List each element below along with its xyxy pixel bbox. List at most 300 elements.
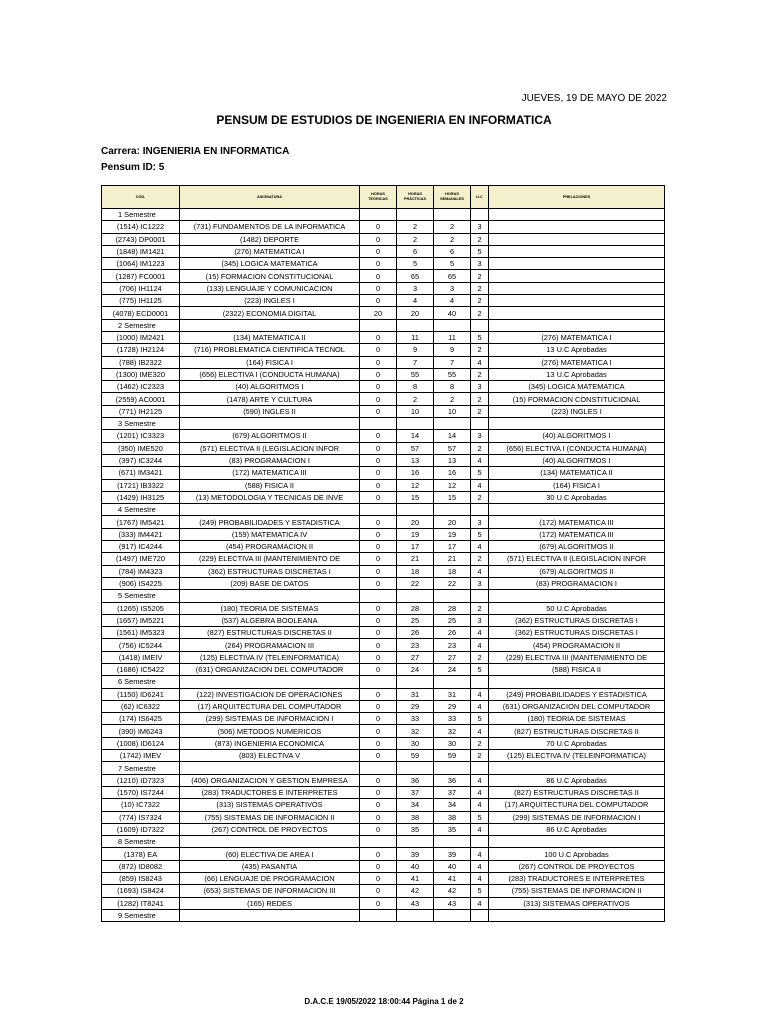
prerequisite-cell: 100 U.C Aprobadas	[489, 848, 665, 860]
subject-cell: (537) ALGEBRA BOOLEANA	[180, 614, 360, 626]
practice-hours-cell: 20	[397, 516, 434, 528]
empty-cell	[360, 590, 397, 602]
theory-hours-cell: 0	[360, 393, 397, 405]
theory-hours-cell: 0	[360, 233, 397, 245]
empty-cell	[360, 909, 397, 921]
table-row	[102, 516, 665, 528]
table-row	[102, 663, 665, 675]
subject-cell: (590) INGLES II	[180, 405, 360, 417]
code-cell: (917) IC4244	[102, 541, 180, 553]
uc-cell: 4	[471, 541, 489, 553]
practice-hours-cell: 27	[397, 651, 434, 663]
prerequisite-cell: (571) ELECTIVA II (LEGISLACION INFOR	[489, 553, 665, 565]
prerequisite-cell: (362) ESTRUCTURAS DISCRETAS I	[489, 614, 665, 626]
empty-cell	[180, 762, 360, 774]
uc-cell: 4	[471, 356, 489, 368]
code-cell: (1570) IS7244	[102, 786, 180, 798]
code-cell: (756) IC5244	[102, 639, 180, 651]
practice-hours-cell: 11	[397, 331, 434, 343]
practice-hours-cell: 40	[397, 860, 434, 872]
practice-hours-cell: 28	[397, 602, 434, 614]
table-row	[102, 725, 665, 737]
subject-cell: (13) METODOLOGIA Y TECNICAS DE INVE	[180, 491, 360, 503]
practice-hours-cell: 18	[397, 565, 434, 577]
semester-header-row	[102, 504, 665, 516]
weekly-hours-cell: 15	[434, 491, 471, 503]
semester-header-row	[102, 676, 665, 688]
table-row	[102, 627, 665, 639]
col-header-uc: U.C	[471, 186, 489, 209]
subject-cell: (133) LENGUAJE Y COMUNICACION	[180, 282, 360, 294]
table-row	[102, 700, 665, 712]
code-cell: (1728) IH2124	[102, 344, 180, 356]
uc-cell: 2	[471, 270, 489, 282]
weekly-hours-cell: 17	[434, 541, 471, 553]
weekly-hours-cell: 40	[434, 860, 471, 872]
uc-cell: 4	[471, 639, 489, 651]
theory-hours-cell: 0	[360, 885, 397, 897]
uc-cell: 4	[471, 897, 489, 909]
empty-cell	[489, 319, 665, 331]
prerequisite-cell: (83) PROGRAMACION I	[489, 577, 665, 589]
practice-hours-cell: 57	[397, 442, 434, 454]
practice-hours-cell: 12	[397, 479, 434, 491]
weekly-hours-cell: 2	[434, 221, 471, 233]
code-cell: (774) IS7324	[102, 811, 180, 823]
weekly-hours-cell: 23	[434, 639, 471, 651]
empty-cell	[471, 676, 489, 688]
empty-cell	[180, 676, 360, 688]
table-row	[102, 750, 665, 762]
theory-hours-cell: 0	[360, 467, 397, 479]
practice-hours-cell: 35	[397, 823, 434, 835]
empty-cell	[180, 209, 360, 221]
prerequisite-cell: (40) ALGORITMOS I	[489, 430, 665, 442]
theory-hours-cell: 0	[360, 873, 397, 885]
uc-cell: 4	[471, 823, 489, 835]
subject-cell: (2322) ECONOMIA DIGITAL	[180, 307, 360, 319]
semester-label: 3 Semestre	[102, 418, 180, 430]
theory-hours-cell: 0	[360, 848, 397, 860]
code-cell: (1497) IME720	[102, 553, 180, 565]
table-row	[102, 602, 665, 614]
theory-hours-cell: 0	[360, 786, 397, 798]
table-row	[102, 270, 665, 282]
practice-hours-cell: 23	[397, 639, 434, 651]
practice-hours-cell: 31	[397, 688, 434, 700]
practice-hours-cell: 30	[397, 737, 434, 749]
uc-cell: 2	[471, 307, 489, 319]
theory-hours-cell: 0	[360, 577, 397, 589]
subject-cell: (345) LOGICA MATEMATICA	[180, 258, 360, 270]
practice-hours-cell: 2	[397, 233, 434, 245]
practice-hours-cell: 34	[397, 799, 434, 811]
empty-cell	[180, 418, 360, 430]
empty-cell	[360, 209, 397, 221]
subject-cell: (653) SISTEMAS DE INFORMACION III	[180, 885, 360, 897]
subject-cell: (165) REDES	[180, 897, 360, 909]
page-footer: D.A.C.E 19/05/2022 18:00:44 Página 1 de 2	[304, 997, 464, 1006]
theory-hours-cell: 0	[360, 270, 397, 282]
theory-hours-cell: 0	[360, 221, 397, 233]
practice-hours-cell: 9	[397, 344, 434, 356]
code-cell: (706) IH1124	[102, 282, 180, 294]
weekly-hours-cell: 57	[434, 442, 471, 454]
prerequisite-cell: (827) ESTRUCTURAS DISCRETAS II	[489, 725, 665, 737]
empty-cell	[360, 762, 397, 774]
code-cell: (784) IM4323	[102, 565, 180, 577]
uc-cell: 2	[471, 602, 489, 614]
prerequisite-cell: 86 U.C Aprobadas	[489, 774, 665, 786]
code-cell: (1210) ID7323	[102, 774, 180, 786]
theory-hours-cell: 0	[360, 282, 397, 294]
table-row	[102, 221, 665, 233]
semester-label: 5 Semestre	[102, 590, 180, 602]
code-cell: (4078) ECD0001	[102, 307, 180, 319]
code-cell: (1657) IM5221	[102, 614, 180, 626]
empty-cell	[434, 504, 471, 516]
practice-hours-cell: 13	[397, 454, 434, 466]
practice-hours-cell: 33	[397, 713, 434, 725]
code-cell: (859) IS8243	[102, 873, 180, 885]
code-cell: (397) IC3244	[102, 454, 180, 466]
prerequisite-cell: (313) SISTEMAS OPERATIVOS	[489, 897, 665, 909]
weekly-hours-cell: 55	[434, 368, 471, 380]
practice-hours-cell: 19	[397, 528, 434, 540]
uc-cell: 4	[471, 774, 489, 786]
practice-hours-cell: 59	[397, 750, 434, 762]
table-row	[102, 258, 665, 270]
practice-hours-cell: 6	[397, 245, 434, 257]
empty-cell	[471, 836, 489, 848]
weekly-hours-cell: 6	[434, 245, 471, 257]
uc-cell: 4	[471, 873, 489, 885]
subject-cell: (716) PROBLEMATICA CIENTIFICA TECNOL	[180, 344, 360, 356]
col-header-code: CÓD.	[102, 186, 180, 209]
theory-hours-cell: 0	[360, 528, 397, 540]
weekly-hours-cell: 2	[434, 393, 471, 405]
practice-hours-cell: 14	[397, 430, 434, 442]
weekly-hours-cell: 65	[434, 270, 471, 282]
uc-cell: 3	[471, 381, 489, 393]
empty-cell	[397, 504, 434, 516]
theory-hours-cell: 0	[360, 430, 397, 442]
subject-cell: (406) ORGANIZACION Y GESTION EMPRESA	[180, 774, 360, 786]
uc-cell: 2	[471, 344, 489, 356]
code-cell: (771) IH2125	[102, 405, 180, 417]
subject-cell: (134) MATEMATICA II	[180, 331, 360, 343]
table-row	[102, 405, 665, 417]
theory-hours-cell: 0	[360, 331, 397, 343]
empty-cell	[471, 762, 489, 774]
empty-cell	[489, 418, 665, 430]
theory-hours-cell: 0	[360, 405, 397, 417]
table-row	[102, 368, 665, 380]
theory-hours-cell: 0	[360, 258, 397, 270]
table-row	[102, 233, 665, 245]
weekly-hours-cell: 31	[434, 688, 471, 700]
prerequisite-cell: (656) ELECTIVA I (CONDUCTA HUMANA)	[489, 442, 665, 454]
practice-hours-cell: 38	[397, 811, 434, 823]
table-row	[102, 356, 665, 368]
practice-hours-cell: 36	[397, 774, 434, 786]
uc-cell: 5	[471, 663, 489, 675]
empty-cell	[489, 836, 665, 848]
code-cell: (775) IH1125	[102, 295, 180, 307]
table-row	[102, 393, 665, 405]
weekly-hours-cell: 14	[434, 430, 471, 442]
uc-cell: 3	[471, 516, 489, 528]
prerequisite-cell: (362) ESTRUCTURAS DISCRETAS I	[489, 627, 665, 639]
uc-cell: 2	[471, 295, 489, 307]
uc-cell: 5	[471, 713, 489, 725]
theory-hours-cell: 20	[360, 307, 397, 319]
prerequisite-cell	[489, 295, 665, 307]
subject-cell: (571) ELECTIVA II (LEGISLACION INFOR	[180, 442, 360, 454]
table-row	[102, 614, 665, 626]
uc-cell: 2	[471, 368, 489, 380]
prerequisite-cell: (223) INGLES I	[489, 405, 665, 417]
prerequisite-cell: (172) MATEMATICA III	[489, 528, 665, 540]
weekly-hours-cell: 22	[434, 577, 471, 589]
code-cell: (333) IM4421	[102, 528, 180, 540]
theory-hours-cell: 0	[360, 651, 397, 663]
code-cell: (1514) IC1222	[102, 221, 180, 233]
prerequisite-cell: (679) ALGORITMOS II	[489, 541, 665, 553]
subject-cell: (755) SISTEMAS DE INFORMACION II	[180, 811, 360, 823]
empty-cell	[489, 504, 665, 516]
prerequisite-cell	[489, 221, 665, 233]
weekly-hours-cell: 30	[434, 737, 471, 749]
empty-cell	[489, 676, 665, 688]
weekly-hours-cell: 32	[434, 725, 471, 737]
table-row	[102, 295, 665, 307]
theory-hours-cell: 0	[360, 663, 397, 675]
empty-cell	[360, 676, 397, 688]
code-cell: (788) IB2322	[102, 356, 180, 368]
practice-hours-cell: 16	[397, 467, 434, 479]
subject-cell: (264) PROGRAMACION III	[180, 639, 360, 651]
table-row	[102, 454, 665, 466]
practice-hours-cell: 55	[397, 368, 434, 380]
code-cell: (1609) ID7322	[102, 823, 180, 835]
theory-hours-cell: 0	[360, 627, 397, 639]
code-cell: (1064) IM1223	[102, 258, 180, 270]
practice-hours-cell: 21	[397, 553, 434, 565]
empty-cell	[434, 319, 471, 331]
subject-cell: (17) ARQUITECTURA DEL COMPUTADOR	[180, 700, 360, 712]
table-row	[102, 491, 665, 503]
theory-hours-cell: 0	[360, 860, 397, 872]
weekly-hours-cell: 28	[434, 602, 471, 614]
empty-cell	[397, 319, 434, 331]
uc-cell: 3	[471, 614, 489, 626]
weekly-hours-cell: 9	[434, 344, 471, 356]
subject-cell: (276) MATEMATICA I	[180, 245, 360, 257]
semester-header-row	[102, 590, 665, 602]
theory-hours-cell: 0	[360, 688, 397, 700]
subject-cell: (229) ELECTIVA III (MANTENIMIENTO DE	[180, 553, 360, 565]
uc-cell: 4	[471, 799, 489, 811]
code-cell: (1686) IC5422	[102, 663, 180, 675]
weekly-hours-cell: 18	[434, 565, 471, 577]
empty-cell	[471, 418, 489, 430]
weekly-hours-cell: 42	[434, 885, 471, 897]
uc-cell: 5	[471, 331, 489, 343]
subject-cell: (362) ESTRUCTURAS DISCRETAS I	[180, 565, 360, 577]
prerequisite-cell: 13 U.C Aprobadas	[489, 368, 665, 380]
theory-hours-cell: 0	[360, 295, 397, 307]
theory-hours-cell: 0	[360, 516, 397, 528]
prerequisite-cell: (588) FISICA II	[489, 663, 665, 675]
weekly-hours-cell: 25	[434, 614, 471, 626]
code-cell: (1287) FC0001	[102, 270, 180, 282]
col-header-subject: ASIGNATURA	[180, 186, 360, 209]
code-cell: (1282) IT8241	[102, 897, 180, 909]
table-row	[102, 688, 665, 700]
semester-label: 4 Semestre	[102, 504, 180, 516]
semester-header-row	[102, 909, 665, 921]
weekly-hours-cell: 3	[434, 282, 471, 294]
theory-hours-cell: 0	[360, 442, 397, 454]
uc-cell: 4	[471, 627, 489, 639]
subject-cell: (172) MATEMATICA III	[180, 467, 360, 479]
practice-hours-cell: 32	[397, 725, 434, 737]
theory-hours-cell: 0	[360, 454, 397, 466]
practice-hours-cell: 39	[397, 848, 434, 860]
prerequisite-cell: (454) PROGRAMACION II	[489, 639, 665, 651]
subject-cell: (249) PROBABILIDADES Y ESTADISTICA	[180, 516, 360, 528]
semester-header-row	[102, 209, 665, 221]
semester-label: 8 Semestre	[102, 836, 180, 848]
subject-cell: (679) ALGORITMOS II	[180, 430, 360, 442]
uc-cell: 5	[471, 528, 489, 540]
theory-hours-cell: 0	[360, 700, 397, 712]
subject-cell: (731) FUNDAMENTOS DE LA INFORMATICA	[180, 221, 360, 233]
code-cell: (906) IS4225	[102, 577, 180, 589]
practice-hours-cell: 3	[397, 282, 434, 294]
code-cell: (1693) IS8424	[102, 885, 180, 897]
theory-hours-cell: 0	[360, 823, 397, 835]
table-row	[102, 245, 665, 257]
code-cell: (1561) IM5323	[102, 627, 180, 639]
col-header-practice-hours: HORAS PRÁCTICAS	[397, 186, 434, 209]
uc-cell: 2	[471, 553, 489, 565]
prerequisite-cell: 30 U.C Aprobadas	[489, 491, 665, 503]
empty-cell	[397, 836, 434, 848]
uc-cell: 2	[471, 233, 489, 245]
table-row	[102, 651, 665, 663]
code-cell: (1300) IME320	[102, 368, 180, 380]
prerequisite-cell: (180) TEORIA DE SISTEMAS	[489, 713, 665, 725]
empty-cell	[180, 590, 360, 602]
semester-label: 7 Semestre	[102, 762, 180, 774]
theory-hours-cell: 0	[360, 602, 397, 614]
prerequisite-cell	[489, 270, 665, 282]
subject-cell: (299) SISTEMAS DE INFORMACION I	[180, 713, 360, 725]
table-row	[102, 344, 665, 356]
uc-cell: 2	[471, 442, 489, 454]
uc-cell: 4	[471, 860, 489, 872]
weekly-hours-cell: 34	[434, 799, 471, 811]
uc-cell: 3	[471, 258, 489, 270]
empty-cell	[397, 762, 434, 774]
code-cell: (1429) IH3125	[102, 491, 180, 503]
practice-hours-cell: 41	[397, 873, 434, 885]
code-cell: (1265) IS5205	[102, 602, 180, 614]
uc-cell: 2	[471, 750, 489, 762]
table-row	[102, 553, 665, 565]
semester-header-row	[102, 836, 665, 848]
empty-cell	[360, 504, 397, 516]
prerequisite-cell	[489, 282, 665, 294]
code-cell: (1721) IB3322	[102, 479, 180, 491]
practice-hours-cell: 2	[397, 221, 434, 233]
table-row	[102, 848, 665, 860]
table-row	[102, 565, 665, 577]
code-cell: (1848) IM1421	[102, 245, 180, 257]
empty-cell	[360, 836, 397, 848]
theory-hours-cell: 0	[360, 381, 397, 393]
subject-cell: (588) FISICA II	[180, 479, 360, 491]
prerequisite-cell: (172) MATEMATICA III	[489, 516, 665, 528]
code-cell: (1000) IM2421	[102, 331, 180, 343]
weekly-hours-cell: 33	[434, 713, 471, 725]
code-cell: (1418) IMEIV	[102, 651, 180, 663]
subject-cell: (827) ESTRUCTURAS DISCRETAS II	[180, 627, 360, 639]
table-row	[102, 823, 665, 835]
pensum-id-label: Pensum ID: 5	[101, 162, 165, 173]
weekly-hours-cell: 35	[434, 823, 471, 835]
table-row	[102, 528, 665, 540]
table-row	[102, 885, 665, 897]
subject-cell: (66) LENGUAJE DE PROGRAMACION	[180, 873, 360, 885]
weekly-hours-cell: 37	[434, 786, 471, 798]
code-cell: (10) IC7322	[102, 799, 180, 811]
weekly-hours-cell: 26	[434, 627, 471, 639]
uc-cell: 4	[471, 725, 489, 737]
table-body	[102, 209, 665, 922]
practice-hours-cell: 26	[397, 627, 434, 639]
subject-cell: (60) ELECTIVA DE AREA I	[180, 848, 360, 860]
uc-cell: 2	[471, 651, 489, 663]
empty-cell	[434, 762, 471, 774]
prerequisite-cell: (299) SISTEMAS DE INFORMACION I	[489, 811, 665, 823]
empty-cell	[360, 319, 397, 331]
theory-hours-cell: 0	[360, 553, 397, 565]
semester-header-row	[102, 418, 665, 430]
table-row	[102, 430, 665, 442]
weekly-hours-cell: 20	[434, 516, 471, 528]
theory-hours-cell: 0	[360, 737, 397, 749]
subject-cell: (267) CONTROL DE PROYECTOS	[180, 823, 360, 835]
empty-cell	[180, 319, 360, 331]
prerequisite-cell	[489, 233, 665, 245]
theory-hours-cell: 0	[360, 897, 397, 909]
code-cell: (2559) AC0001	[102, 393, 180, 405]
subject-cell: (122) INVESTIGACION DE OPERACIONES	[180, 688, 360, 700]
empty-cell	[489, 590, 665, 602]
carrera-label: Carrera: INGENIERIA EN INFORMATICA	[101, 146, 290, 157]
weekly-hours-cell: 7	[434, 356, 471, 368]
empty-cell	[180, 909, 360, 921]
subject-cell: (40) ALGORITMOS I	[180, 381, 360, 393]
prerequisite-cell: 86 U.C Aprobadas	[489, 823, 665, 835]
practice-hours-cell: 5	[397, 258, 434, 270]
table-row	[102, 811, 665, 823]
empty-cell	[180, 504, 360, 516]
practice-hours-cell: 24	[397, 663, 434, 675]
